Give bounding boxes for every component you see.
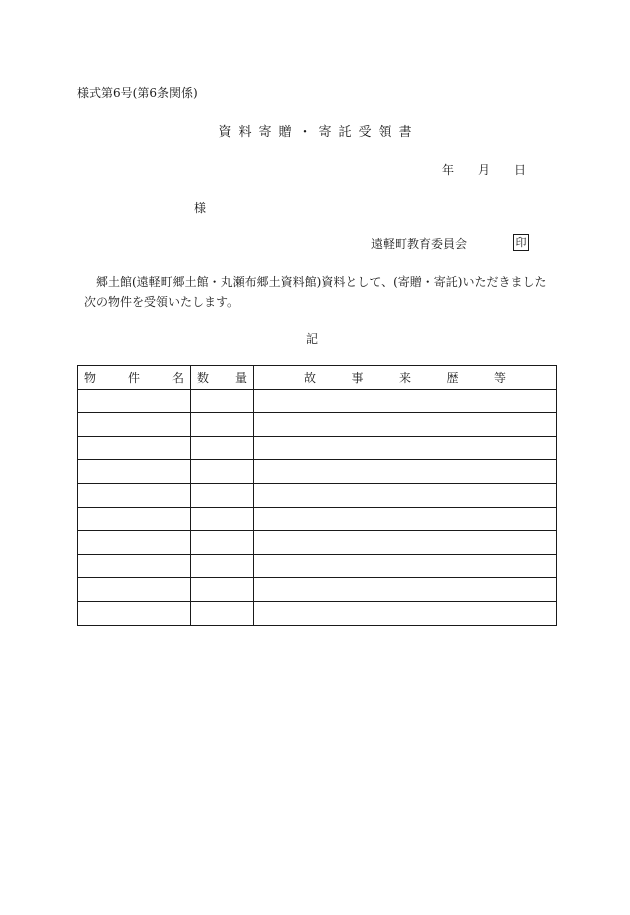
cell-quantity[interactable] xyxy=(191,460,254,484)
cell-history[interactable] xyxy=(254,531,557,555)
goods-table xyxy=(77,365,557,626)
cell-item-name[interactable] xyxy=(78,507,191,531)
table-row xyxy=(78,413,557,437)
cell-quantity[interactable] xyxy=(191,601,254,625)
body-line-2: 次の物件を受領いたします。 xyxy=(84,295,240,309)
cell-history[interactable] xyxy=(254,413,557,437)
table-row xyxy=(78,601,557,625)
table-row xyxy=(78,554,557,578)
cell-history[interactable] xyxy=(254,578,557,602)
cell-item-name[interactable] xyxy=(78,554,191,578)
header-char: 故 xyxy=(304,370,317,385)
seal-mark: 印 xyxy=(513,234,529,251)
table-row xyxy=(78,483,557,507)
cell-item-name[interactable] xyxy=(78,436,191,460)
issuer-name: 遠軽町教育委員会 xyxy=(371,237,468,251)
cell-quantity[interactable] xyxy=(191,389,254,413)
header-char: 来 xyxy=(398,370,411,385)
body-text xyxy=(84,272,547,312)
cell-item-name[interactable] xyxy=(78,413,191,437)
cell-history[interactable] xyxy=(254,460,557,484)
date-line xyxy=(442,161,526,178)
cell-quantity[interactable] xyxy=(191,554,254,578)
header-char: 事 xyxy=(351,370,364,385)
cell-item-name[interactable] xyxy=(78,531,191,555)
header-char: 歴 xyxy=(446,370,459,385)
addressee-suffix: 様 xyxy=(194,201,207,215)
cell-item-name[interactable] xyxy=(78,460,191,484)
document-title: 資料寄贈・寄託受領書 xyxy=(218,125,419,140)
ki-label: 記 xyxy=(306,332,319,346)
cell-quantity[interactable] xyxy=(191,507,254,531)
cell-history[interactable] xyxy=(254,436,557,460)
form-number: 様式第6号(第6条関係) xyxy=(77,86,198,100)
cell-item-name[interactable] xyxy=(78,578,191,602)
cell-item-name[interactable] xyxy=(78,601,191,625)
header-char: 等 xyxy=(493,370,506,385)
table-row xyxy=(78,389,557,413)
cell-item-name[interactable] xyxy=(78,483,191,507)
cell-quantity[interactable] xyxy=(191,531,254,555)
header-char: 名 xyxy=(171,370,184,385)
date-year: 年 xyxy=(442,163,455,177)
table-row xyxy=(78,507,557,531)
date-day: 日 xyxy=(514,163,527,177)
header-item-name xyxy=(78,366,191,390)
cell-history[interactable] xyxy=(254,389,557,413)
cell-history[interactable] xyxy=(254,483,557,507)
table-row xyxy=(78,578,557,602)
table-row xyxy=(78,460,557,484)
cell-item-name[interactable] xyxy=(78,389,191,413)
table-header-row xyxy=(78,366,557,390)
cell-history[interactable] xyxy=(254,601,557,625)
cell-quantity[interactable] xyxy=(191,413,254,437)
date-month: 月 xyxy=(478,163,491,177)
cell-history[interactable] xyxy=(254,554,557,578)
header-char: 数 xyxy=(197,370,210,385)
table-row xyxy=(78,531,557,555)
header-history xyxy=(254,366,557,390)
header-quantity xyxy=(191,366,254,390)
header-char: 量 xyxy=(234,370,247,385)
cell-quantity[interactable] xyxy=(191,578,254,602)
header-char: 物 xyxy=(84,370,97,385)
header-char: 件 xyxy=(127,370,140,385)
table-row xyxy=(78,436,557,460)
cell-history[interactable] xyxy=(254,507,557,531)
cell-quantity[interactable] xyxy=(191,483,254,507)
body-line-1: 郷土館(遠軽町郷土館・丸瀬布郷土資料館)資料として、(寄贈・寄託)いただきました xyxy=(96,275,547,289)
cell-quantity[interactable] xyxy=(191,436,254,460)
